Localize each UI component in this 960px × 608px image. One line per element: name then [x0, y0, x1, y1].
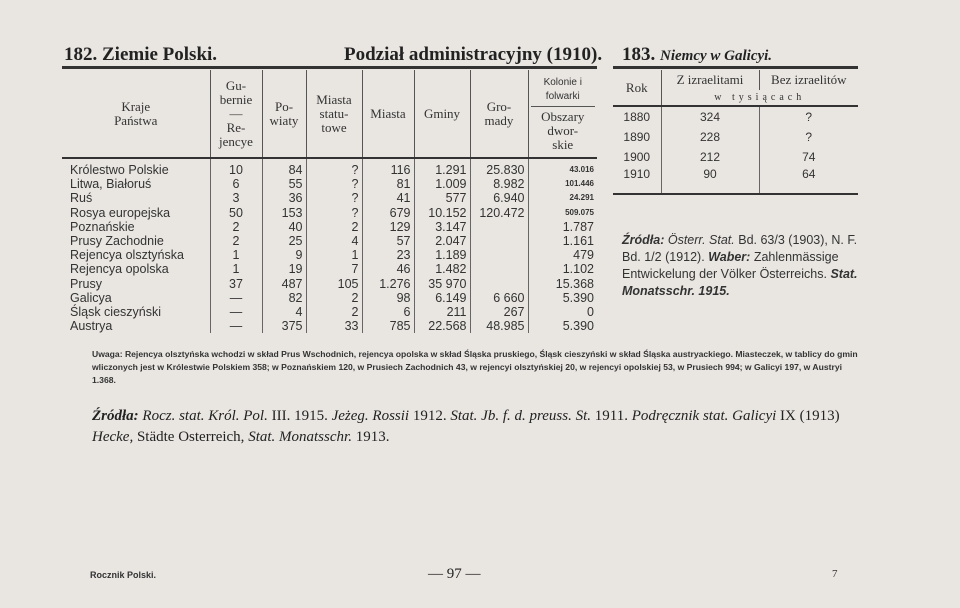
- source-3: Jeżeg. Rossii: [331, 408, 410, 424]
- administrative-division-table: [62, 70, 597, 333]
- table-cell: 1.189: [414, 248, 470, 262]
- table-cell: 5.390: [562, 290, 594, 305]
- side-source-2: Bd. 63/3 (1903), N. F. Bd. 1/2 (1912).: [622, 233, 858, 264]
- table-title: Podział administracyjny (1910).: [344, 44, 603, 65]
- jews-galicia-table: [613, 70, 858, 195]
- side-sources: [622, 232, 862, 300]
- table-row: [62, 191, 597, 205]
- top-rule-right: [613, 66, 858, 69]
- col-header-powiaty: [262, 70, 306, 158]
- table-cell: 15.368: [555, 276, 594, 291]
- table-cell: 35 970: [414, 277, 470, 291]
- table-cell: 33: [306, 319, 362, 333]
- col-header-gminy-label: Gminy: [423, 105, 461, 121]
- table-cell: 211: [414, 305, 470, 319]
- col-header-kraje: [62, 70, 210, 158]
- table-cell: 84: [262, 158, 306, 177]
- table-cell: [470, 277, 528, 291]
- side-table-row: [613, 127, 858, 147]
- row-label: Galicya: [62, 291, 210, 305]
- table-cell: 4: [306, 234, 362, 248]
- side-col-z-izraelitami: Z izraelitami: [661, 70, 759, 90]
- table-cell: 24.291: [569, 193, 594, 203]
- table-cell: 23: [362, 248, 414, 262]
- table-cell: 57: [362, 234, 414, 248]
- table-cell: [470, 248, 528, 262]
- note-paragraph: Uwaga: Rejencya olsztyńska wchodzi w skład Prus Wschodnich, rejencya opolska w skład Śląska pruskiego, Śląsk cieszyński w skład Śląska austryackiego. Miasteczek, w tablicy do gmin wliczonych jest w Królestwie Polskiem 358; w Poznańskiem 120, w Prusiech Zachodnich 43, w rejencyi olsztyńskiej 20, w rejencyi opolskiej 53, w Prusiech 994; w Galicyi 197, w Austryi 1.368.: [92, 349, 858, 385]
- table-cell: 2: [210, 234, 262, 248]
- source-9: Hecke,: [92, 429, 134, 445]
- col-header-miasta-statutowe: [306, 70, 362, 158]
- side-table-row: [613, 106, 858, 127]
- table-cell: 6 660: [470, 291, 528, 305]
- section-number: 183.: [622, 44, 656, 65]
- table-cell: 36: [262, 191, 306, 205]
- col-header-miasta-statutowe-label: Miasta statu- towe: [316, 91, 352, 135]
- table-cell: 6.940: [470, 191, 528, 205]
- col-header-gminy: [414, 70, 470, 158]
- side-value: 90: [661, 167, 759, 194]
- table-cell: 679: [362, 206, 414, 220]
- page-number: — 97 —: [428, 566, 481, 582]
- table-cell: 55: [262, 177, 306, 191]
- table-cell: [470, 262, 528, 276]
- table-row: [62, 177, 597, 191]
- table-row: [62, 319, 597, 333]
- table-cell: 10: [210, 158, 262, 177]
- table-cell: 1: [210, 262, 262, 276]
- section-subtitle: Niemcy w Galicyi.: [660, 48, 773, 64]
- table-cell: 41: [362, 191, 414, 205]
- col-header-gubernie-label: Gu- bernie — Re- jencye: [219, 77, 253, 149]
- table-cell: 0: [587, 305, 594, 320]
- col-header-gubernie: [210, 70, 262, 158]
- table-cell: 1: [210, 248, 262, 262]
- table-cell: 1.161: [562, 234, 594, 249]
- table-cell: 509.075: [565, 207, 594, 217]
- source-10: Städte Osterreich,: [136, 429, 245, 445]
- table-row: [62, 305, 597, 319]
- table-cell: 6.149: [414, 291, 470, 305]
- side-col-rok: Rok: [613, 70, 661, 106]
- table-cell: ?: [306, 177, 362, 191]
- table-row: [62, 206, 597, 220]
- table-cell: 3: [210, 191, 262, 205]
- side-table-row: [613, 167, 858, 194]
- row-label: Litwa, Białoruś: [62, 177, 210, 191]
- side-value: 212: [661, 147, 759, 167]
- table-cell: 2.047: [414, 234, 470, 248]
- table-cell: 1: [306, 248, 362, 262]
- col-header-powiaty-label: Po- wiaty: [269, 98, 299, 128]
- source-8: IX (1913): [780, 408, 840, 424]
- source-12: 1913.: [355, 429, 390, 445]
- table-cell: 43.016: [569, 165, 594, 174]
- col-header-kolonie: Kolonie i folwarki: [531, 76, 596, 107]
- side-table-body: [613, 106, 858, 194]
- source-2: III. 1915.: [271, 408, 328, 424]
- table-cell: 153: [262, 206, 306, 220]
- side-header-row: [613, 70, 858, 90]
- table-cell: 2: [306, 220, 362, 234]
- table-cell: 2: [306, 305, 362, 319]
- col-header-obszary-label: Obszary dwor- skie: [541, 108, 585, 152]
- table-cell: 267: [470, 305, 528, 319]
- table-row: [62, 277, 597, 291]
- table-cell: [470, 220, 528, 234]
- table-cell: 785: [362, 319, 414, 333]
- table-cell: 6: [362, 305, 414, 319]
- footer-publication: Rocznik Polski.: [90, 570, 157, 580]
- row-label: Prusy Zachodnie: [62, 234, 210, 248]
- table-header-row: [62, 70, 597, 158]
- side-value: 74: [802, 150, 816, 164]
- table-cell: 48.985: [470, 319, 528, 333]
- side-value: 64: [759, 167, 858, 194]
- side-table-row: [613, 147, 858, 167]
- table-cell: 101.446: [565, 179, 594, 189]
- table-row: [62, 158, 597, 177]
- table-cell: 3.147: [414, 220, 470, 234]
- table-cell: 37: [210, 277, 262, 291]
- source-7: Podręcznik stat. Galicyi: [631, 408, 777, 424]
- table-cell: 1.482: [414, 262, 470, 276]
- table-cell: —: [210, 291, 262, 305]
- table-row: [62, 248, 597, 262]
- table-cell: 1.291: [414, 158, 470, 177]
- signature-mark: 7: [832, 568, 838, 580]
- table-cell: 19: [262, 262, 306, 276]
- section-title-182: 182. Ziemie Polski.: [64, 44, 218, 65]
- side-col-bez-izraelitow: Bez izraelitów: [771, 72, 847, 87]
- table-cell: 116: [362, 158, 414, 177]
- side-source-5: Stat. Monatsschr. 1915.: [622, 267, 858, 298]
- table-cell: 487: [262, 277, 306, 291]
- side-source-4: Zahlenmässige Entwickelung der Völker Österreichs.: [622, 250, 839, 281]
- table-row: [62, 291, 597, 305]
- table-cell: 2: [306, 291, 362, 305]
- col-header-gromady: [470, 70, 528, 158]
- source-6: 1911.: [594, 408, 628, 424]
- table-cell: 1.787: [562, 219, 594, 234]
- row-label: Rosya europejska: [62, 206, 210, 220]
- table-cell: 4: [262, 305, 306, 319]
- side-source-3: Waber:: [708, 250, 751, 264]
- col-header-obszary: [528, 70, 597, 158]
- row-label: Prusy: [62, 277, 210, 291]
- table-cell: 1.102: [562, 262, 594, 277]
- source-5: Stat. Jb. f. d. preuss. St.: [450, 408, 592, 424]
- row-label: Rejencya opolska: [62, 262, 210, 276]
- source-4: 1912.: [412, 408, 447, 424]
- side-year: 1880: [613, 106, 661, 127]
- col-header-gromady-label: Gro- mady: [484, 98, 514, 128]
- table-cell: ?: [306, 206, 362, 220]
- table-cell: 46: [362, 262, 414, 276]
- row-label: Rejencya olsztyńska: [62, 248, 210, 262]
- table-cell: 25.830: [470, 158, 528, 177]
- table-cell: 577: [414, 191, 470, 205]
- table-cell: ?: [306, 191, 362, 205]
- table-cell: 479: [573, 248, 594, 263]
- source-11: Stat. Monatsschr.: [248, 429, 352, 445]
- side-value: 228: [661, 127, 759, 147]
- top-rule-left: [62, 66, 597, 69]
- table-cell: 7: [306, 262, 362, 276]
- col-header-kraje-label: Kraje Państwa: [114, 98, 158, 128]
- source-1: Rocz. stat. Król. Pol.: [142, 408, 268, 424]
- table-cell: 105: [306, 277, 362, 291]
- sources-label: Źródła:: [92, 408, 139, 424]
- sources-paragraph: [92, 406, 872, 448]
- table-cell: [470, 234, 528, 248]
- side-value: ?: [805, 130, 813, 144]
- table-cell: 1.276: [362, 277, 414, 291]
- table-cell: 375: [262, 319, 306, 333]
- table-cell: 10.152: [414, 206, 470, 220]
- table-cell: ?: [306, 158, 362, 177]
- table-cell: 129: [362, 220, 414, 234]
- col-header-miasta: [362, 70, 414, 158]
- table-row: [62, 262, 597, 276]
- table-cell: 6: [210, 177, 262, 191]
- row-label: Śląsk cieszyński: [62, 305, 210, 319]
- table-cell: 40: [262, 220, 306, 234]
- table-cell: —: [210, 305, 262, 319]
- table-cell: 82: [262, 291, 306, 305]
- table-cell: —: [210, 319, 262, 333]
- table-cell: 5.390: [562, 319, 594, 334]
- col-header-miasta-label: Miasta: [370, 105, 406, 121]
- side-sources-label: Źródła:: [622, 233, 665, 247]
- table-cell: 25: [262, 234, 306, 248]
- side-year: 1890: [613, 127, 661, 147]
- row-label: Austrya: [62, 319, 210, 333]
- table-cell: 120.472: [470, 206, 528, 220]
- table-row: [62, 220, 597, 234]
- row-label: Królestwo Polskie: [62, 158, 210, 177]
- row-label: Poznańskie: [62, 220, 210, 234]
- table-cell: 2: [210, 220, 262, 234]
- table-row: [62, 234, 597, 248]
- table-cell: 1.009: [414, 177, 470, 191]
- table-cell: 8.982: [470, 177, 528, 191]
- table-cell: 81: [362, 177, 414, 191]
- side-unit-label: w tysiącach: [661, 90, 858, 106]
- section-title-183: [622, 44, 772, 66]
- table-cell: 22.568: [414, 319, 470, 333]
- table-cell: 98: [362, 291, 414, 305]
- side-year: 1900: [613, 147, 661, 167]
- table-cell: 9: [262, 248, 306, 262]
- side-value: ?: [805, 110, 813, 124]
- table-cell: 50: [210, 206, 262, 220]
- side-year: 1910: [613, 167, 661, 194]
- table-body: [62, 158, 597, 333]
- row-label: Ruś: [62, 191, 210, 205]
- side-source-1: Österr. Stat.: [667, 233, 735, 247]
- side-value: 324: [661, 106, 759, 127]
